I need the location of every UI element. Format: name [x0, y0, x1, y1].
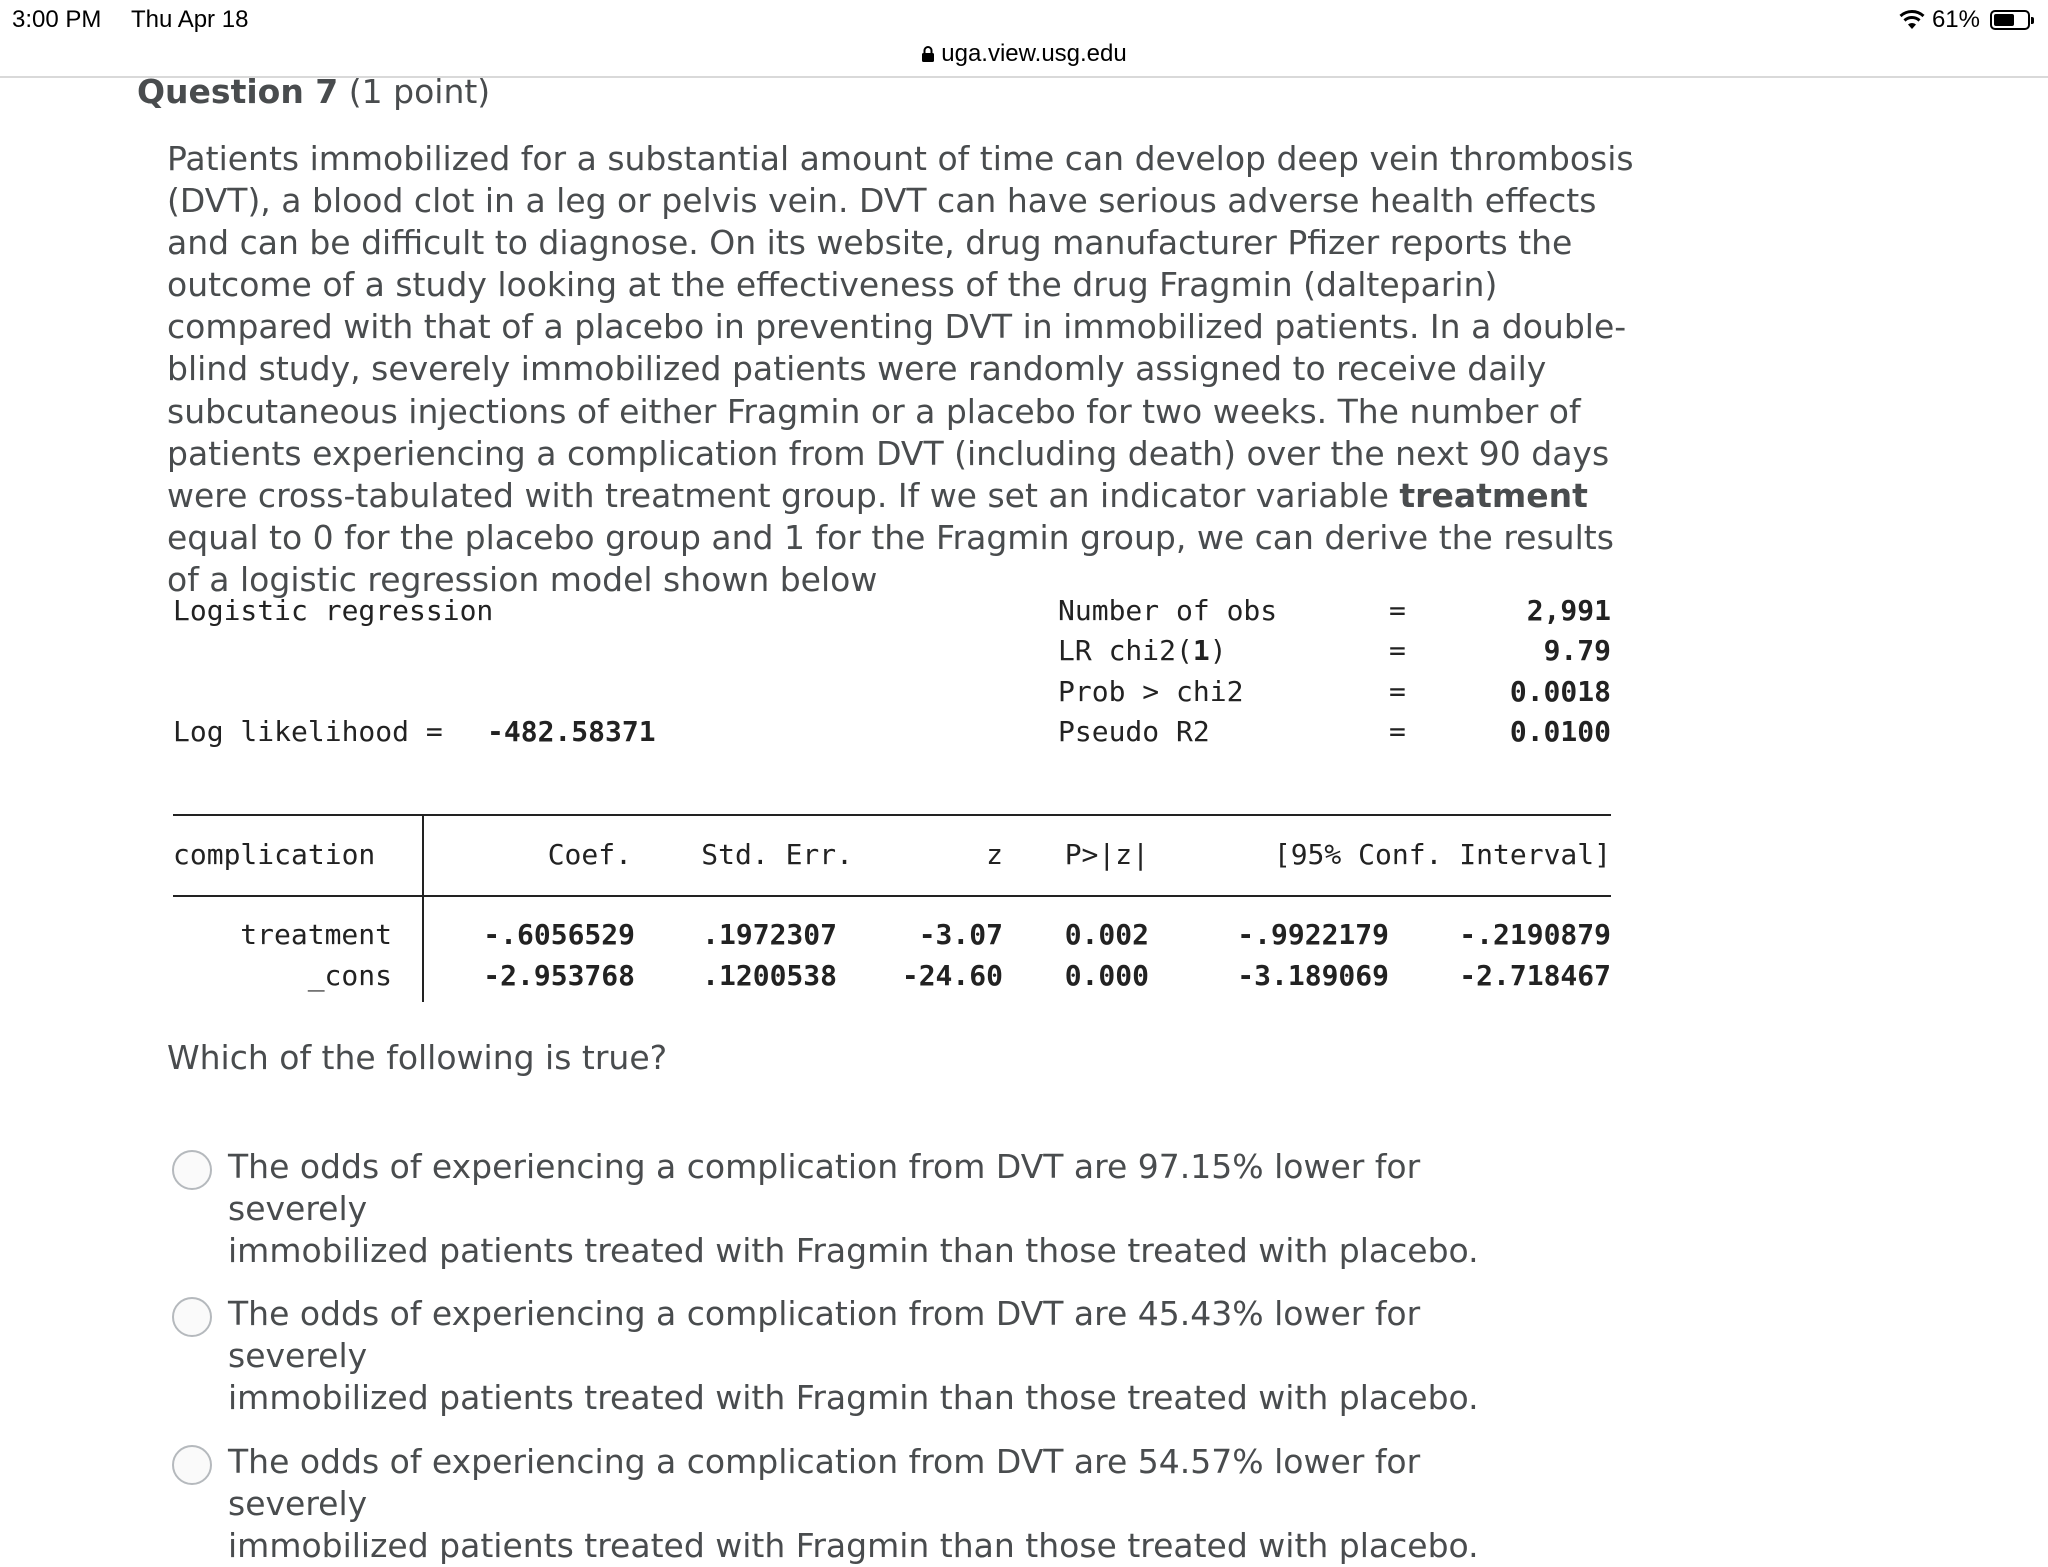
radio-button[interactable]	[172, 1297, 212, 1337]
question-points: (1 point)	[348, 72, 491, 111]
stat-label: Pseudo R2	[1058, 715, 1210, 748]
url-display[interactable]	[0, 40, 2048, 68]
stat-value: 2,991	[1526, 594, 1611, 627]
col-header-stderr: Std. Err.	[701, 838, 853, 871]
cell-coef: -2.953768	[483, 959, 635, 992]
prompt-text: Patients immobilized for a substantial amount of time can develop deep vein thrombosis (DVT), a blood clot in a leg or pelvis vein. DVT can have serious adverse health effects and can be difficult to diagnose. On its website, drug manufacturer Pfizer reports the outcome of a study looking at the effectiveness of the drug Fragmin (dalteparin) compared with that of a placebo in preventing DVT in immobilized patients. In a double-blind study, severely immobilized patients were randomly assigned to receive daily subcutaneous injections of either Fragmin or a placebo for two weeks. The number of patients experiencing a complication from DVT (including death) over the next 90 days were cross-tabulated with treatment group. If we set an indicator variable	[167, 139, 1634, 515]
table-top-rule	[173, 814, 1611, 816]
prompt-text-end: equal to 0 for the placebo group and 1 for the Fragmin group, we can derive the results of a logistic regression model shown below	[167, 517, 1614, 599]
which-prompt: Which of the following is true?	[167, 1038, 668, 1077]
col-header-outcome: complication	[173, 838, 376, 871]
status-date: Thu Apr 18	[131, 6, 249, 33]
cell-stderr: .1972307	[702, 918, 837, 951]
option-text[interactable]: The odds of experiencing a complication from DVT are 54.57% lower for severely immobilized patients treated with Fragmin than those treated with placebo.	[228, 1442, 1479, 1565]
col-header-pvalue: P>|z|	[1064, 838, 1149, 871]
cell-pvalue: 0.000	[1064, 959, 1149, 992]
stat-label: Prob > chi2	[1058, 675, 1244, 708]
cell-pvalue: 0.002	[1064, 918, 1149, 951]
loglik-label: Log likelihood =	[173, 715, 443, 748]
question-title: Question 7	[137, 72, 339, 111]
stat-equals: =	[1389, 675, 1406, 708]
option-text[interactable]: The odds of experiencing a complication from DVT are 97.15% lower for severely immobilized patients treated with Fragmin than those treated with placebo.	[228, 1147, 1479, 1270]
status-right	[1898, 6, 2030, 34]
stat-value: 0.0018	[1509, 675, 1611, 708]
cell-z: -24.60	[901, 959, 1003, 992]
col-header-ci: [95% Conf. Interval]	[1273, 838, 1611, 871]
cell-stderr: .1200538	[702, 959, 837, 992]
battery-percent: 61%	[1931, 6, 1980, 33]
question-header	[137, 72, 490, 111]
status-time: 3:00 PM	[12, 6, 102, 33]
row-label: _cons	[307, 959, 392, 992]
stat-label: LR chi2(1)	[1058, 634, 1227, 667]
stat-value: 9.79	[1543, 634, 1611, 667]
cell-ci-low: -.9922179	[1237, 918, 1389, 951]
table-header-rule	[173, 895, 1611, 897]
row-label: treatment	[240, 918, 392, 951]
option-text[interactable]: The odds of experiencing a complication from DVT are 45.43% lower for severely immobilized patients treated with Fragmin than those treated with placebo.	[228, 1294, 1479, 1417]
question-prompt	[167, 138, 1647, 601]
battery-fill	[1994, 14, 2014, 26]
prompt-bold-term: treatment	[1399, 475, 1588, 515]
lock-icon	[921, 45, 935, 63]
stat-equals: =	[1389, 634, 1406, 667]
cell-ci-low: -3.189069	[1237, 959, 1389, 992]
radio-button[interactable]	[172, 1445, 212, 1485]
cell-ci-high: -2.718467	[1459, 959, 1611, 992]
battery-icon	[1990, 10, 2030, 30]
url-text: uga.view.usg.edu	[941, 40, 1127, 67]
status-bar	[0, 0, 2048, 40]
table-vertical-rule	[422, 814, 424, 1002]
stat-equals: =	[1389, 594, 1406, 627]
col-header-coef: Coef.	[547, 838, 632, 871]
cell-ci-high: -.2190879	[1459, 918, 1611, 951]
stat-value: 0.0100	[1509, 715, 1611, 748]
regression-title: Logistic regression	[173, 594, 494, 627]
stat-label: Number of obs	[1058, 594, 1278, 627]
wifi-icon	[1898, 9, 1926, 31]
loglik-value: -482.58371	[487, 715, 656, 748]
radio-button[interactable]	[172, 1150, 212, 1190]
stat-equals: =	[1389, 715, 1406, 748]
cell-z: -3.07	[918, 918, 1003, 951]
col-header-z: z	[986, 838, 1003, 871]
cell-coef: -.6056529	[483, 918, 635, 951]
